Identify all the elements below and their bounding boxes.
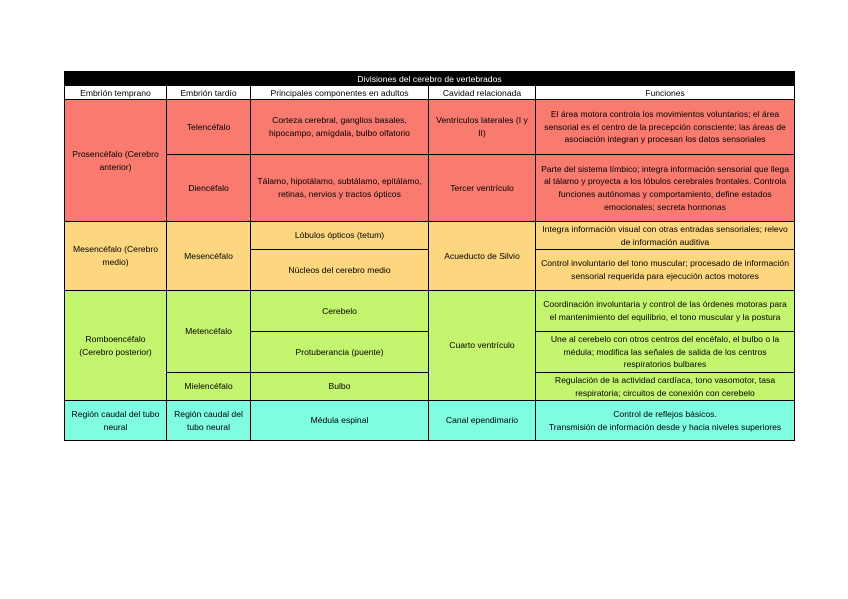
late-mesencefalo: Mesencéfalo bbox=[167, 222, 251, 291]
early-mesencefalo: Mesencéfalo (Cerebro medio) bbox=[65, 222, 167, 291]
header-adult-components: Principales componentes en adultos bbox=[251, 86, 429, 100]
cavity-caudal: Canal ependimario bbox=[429, 401, 536, 441]
table-row bbox=[65, 291, 795, 332]
late-mielencefalo: Mielencéfalo bbox=[167, 373, 251, 401]
header-late-embryo: Embrión tardío bbox=[167, 86, 251, 100]
table-row bbox=[65, 100, 795, 155]
functions-nucleos: Control involuntario del tono muscular; procesado de información sensorial requerida para ejecución actos motores bbox=[536, 250, 795, 291]
cavity-telencefalo: Ventrículos laterales (I y II) bbox=[429, 100, 536, 155]
early-prosencefalo: Prosencéfalo (Cerebro anterior) bbox=[65, 100, 167, 222]
late-caudal: Región caudal del tubo neural bbox=[167, 401, 251, 441]
header-early-embryo: Embrión temprano bbox=[65, 86, 167, 100]
components-lobulos-opticos: Lóbulos ópticos (tetum) bbox=[251, 222, 429, 250]
functions-protuberancia: Une al cerebelo con otros centros del encéfalo, el bulbo o la médula; modifica las señales de salida de los centros respiratorios bulbares bbox=[536, 332, 795, 373]
functions-lobulos-opticos: Integra información visual con otras entradas sensoriales; relevo de información auditiva bbox=[536, 222, 795, 250]
early-caudal: Región caudal del tubo neural bbox=[65, 401, 167, 441]
late-telencefalo: Telencéfalo bbox=[167, 100, 251, 155]
table-title: Divisiones del cerebro de vertebrados bbox=[65, 72, 795, 86]
functions-cerebelo: Coordinación involuntaria y control de las órdenes motoras para el mantenimiento del equilibrio, el tono muscular y la postura bbox=[536, 291, 795, 332]
header-functions: Funciones bbox=[536, 86, 795, 100]
late-diencefalo: Diencéfalo bbox=[167, 155, 251, 222]
table-row bbox=[65, 155, 795, 222]
components-diencefalo: Tálamo, hipotálamo, subtálamo, epitálamo, retinas, nervios y tractos ópticos bbox=[251, 155, 429, 222]
components-cerebelo: Cerebelo bbox=[251, 291, 429, 332]
components-telencefalo: Corteza cerebral, ganglios basales, hipocampo, amígdala, bulbo olfatorio bbox=[251, 100, 429, 155]
early-romboencefalo: Romboencéfalo (Cerebro posterior) bbox=[65, 291, 167, 401]
functions-caudal bbox=[536, 401, 795, 441]
functions-diencefalo: Parte del sistema límbico; integra información sensorial que llega al tálamo y proyecta a los lóbulos cerebrales frontales. Controla funciones autónomas y comportamiento, define estados emocionales; secreta hormonas bbox=[536, 155, 795, 222]
header-cavity: Cavidad relacionada bbox=[429, 86, 536, 100]
cavity-mesencefalo: Acueducto de Silvio bbox=[429, 222, 536, 291]
brain-divisions-table bbox=[64, 71, 795, 441]
components-bulbo: Bulbo bbox=[251, 373, 429, 401]
components-nucleos: Núcleos del cerebro medio bbox=[251, 250, 429, 291]
functions-caudal-line-1: Control de reflejos básicos. bbox=[613, 408, 717, 419]
functions-caudal-line-2: Transmisión de información desde y hacia niveles superiores bbox=[548, 421, 782, 432]
functions-telencefalo: El área motora controla los movimientos voluntarios; el área sensorial es el centro de la precepción consciente; las áreas de asociación integran y procesan los datos sensoriales bbox=[536, 100, 795, 155]
components-protuberancia: Protuberancia (puente) bbox=[251, 332, 429, 373]
table-row bbox=[65, 222, 795, 250]
late-metencefalo: Metencéfalo bbox=[167, 291, 251, 373]
functions-bulbo: Regulación de la actividad cardíaca, tono vasomotor, tasa respiratoria; circuitos de conexión con cerebelo bbox=[536, 373, 795, 401]
cavity-diencefalo: Tercer ventrículo bbox=[429, 155, 536, 222]
cavity-romboencefalo: Cuarto ventrículo bbox=[429, 291, 536, 401]
table-row bbox=[65, 401, 795, 441]
components-medula: Médula espinal bbox=[251, 401, 429, 441]
